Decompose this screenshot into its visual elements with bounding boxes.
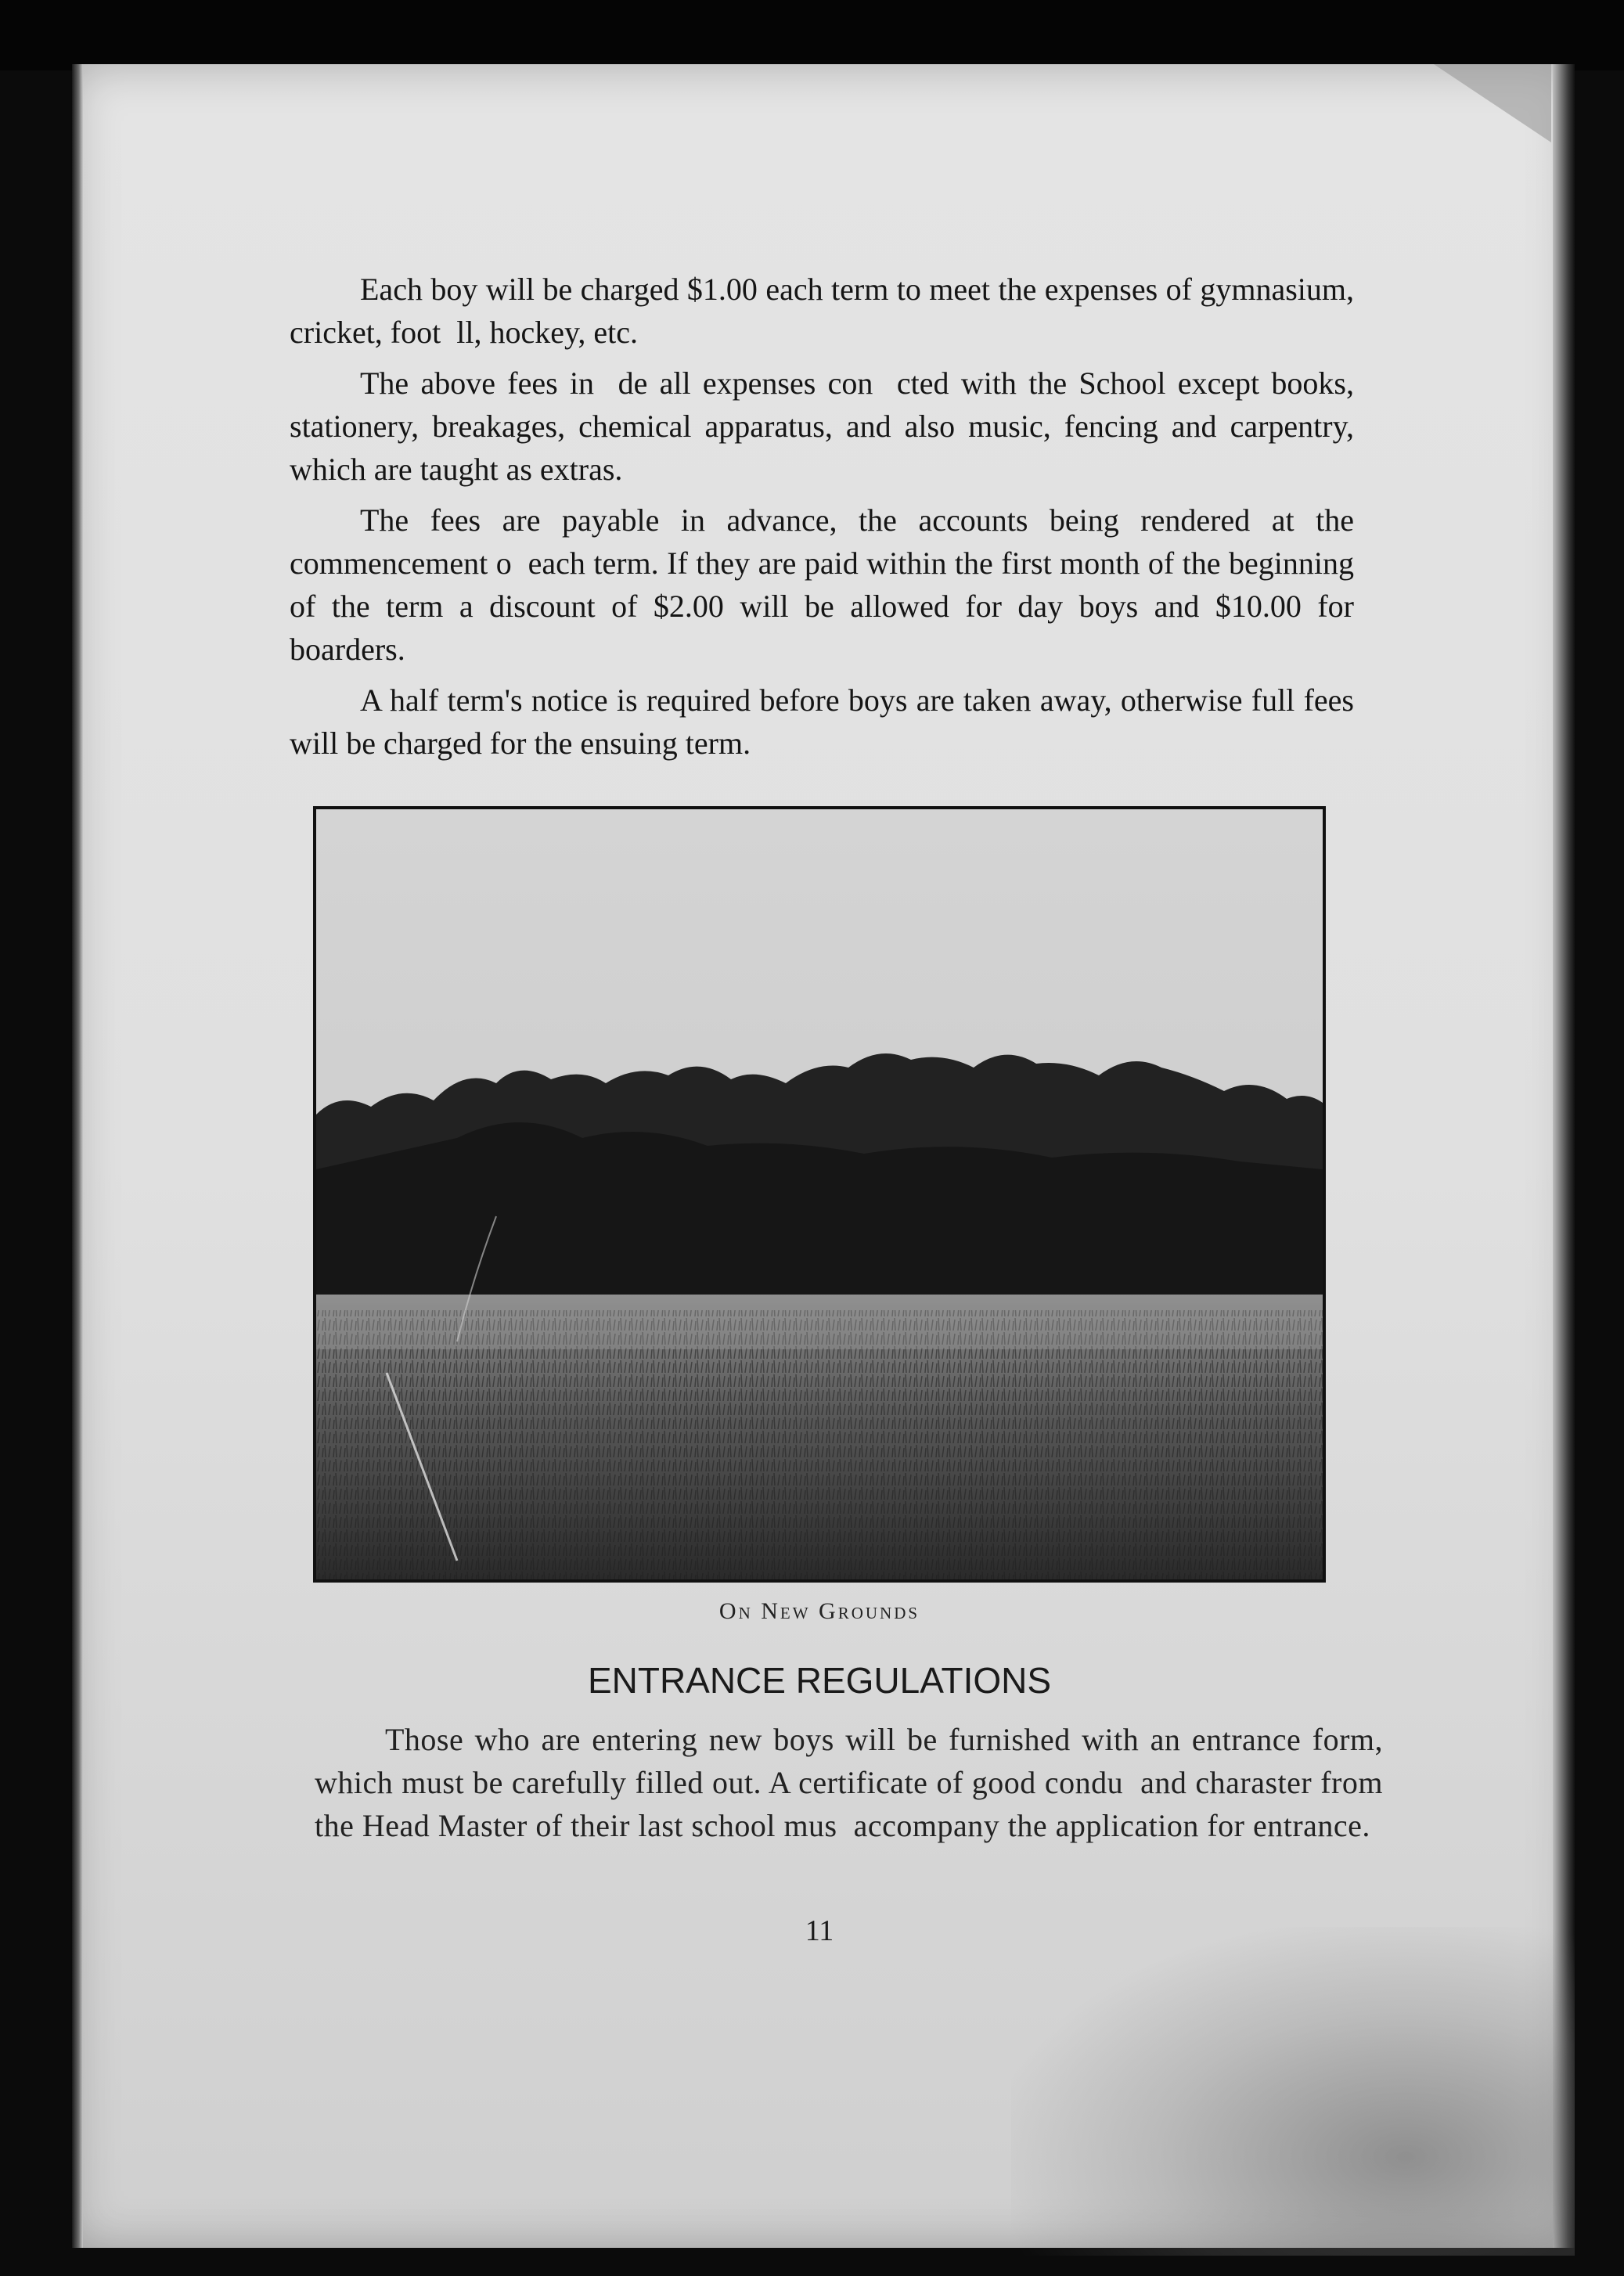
paragraph-sports-charge: Each boy will be charged $1.00 each term to meet the expenses of gymnasium, cricket, foot ll, hockey, etc. — [290, 272, 1354, 350]
section-heading-entrance: ENTRANCE REGULATIONS — [587, 1660, 1052, 1701]
paragraph-fees-include: The above fees in de all expenses con cted with the School except books, stationery, breakages, chemical apparatus, and also music, fencing and carpentry, which are taught as extras. — [290, 366, 1354, 487]
photo-caption: On New Grounds — [718, 1598, 920, 1624]
grounds-photo — [313, 806, 1326, 1583]
page-edge-shadow — [1553, 64, 1575, 2248]
fees-section — [290, 268, 1354, 772]
paragraph-notice: A half term's notice is required before boys are taken away, otherwise full fees will be charged for the ensuing term. — [290, 682, 1354, 761]
page-number: 11 — [805, 1914, 834, 1947]
folded-corner — [1434, 64, 1551, 142]
entrance-section — [315, 1718, 1383, 1855]
paragraph-fees-payable: The fees are payable in advance, the accounts being rendered at the commencement o each term. If they are paid within the first month of the beginning of the term a discount of $2.00 will be allowed for day boys and $10.00 for boarders. — [290, 502, 1354, 667]
page-spine-shadow — [72, 64, 83, 2248]
scan-border-top — [0, 0, 1624, 70]
grounds-photo-image — [316, 809, 1323, 1579]
page-stain — [1011, 1927, 1575, 2256]
paragraph-entrance: Those who are entering new boys will be furnished with an entrance form, which must be carefully filled out. A certificate of good condu and charaster from the Head Master of their last school mus accompany the application for entrance. — [315, 1722, 1383, 1843]
